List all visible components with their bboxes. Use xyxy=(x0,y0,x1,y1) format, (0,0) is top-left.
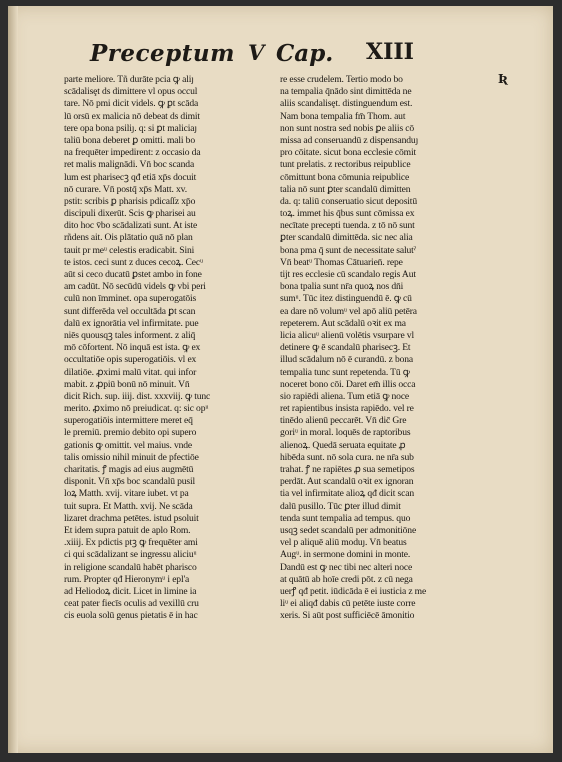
text-line: tere opa bona psiliȷ. q: si ꝑt maliciaȷ xyxy=(64,122,197,134)
text-line: taliū bona deberet ꝑ omitti. mali bo xyxy=(64,134,195,146)
text-line: discipuli dixerūt. Scis ꝙ pharisei au xyxy=(64,208,196,220)
text-line: nō curare. Vn̄ postq̄ xp̄s Matt. xv. xyxy=(64,183,187,195)
text-line: ea dare nō volumᵘ vel apō aliū petēra xyxy=(280,305,417,317)
text-line: in religione scandalū habēt pharisco xyxy=(64,561,197,573)
text-line: sumᵘ. Tūc itez distinguendū ē. ꝙ cū xyxy=(280,293,412,305)
running-title: Preceptum xyxy=(90,40,235,67)
text-line: noceret bono cōi. Daret em̄ illis occa xyxy=(280,378,416,390)
text-line: at quātū ab hoīe credi pōt. z cū nega xyxy=(280,573,413,585)
text-line: tauit pr meᵘ celestis eradicabit. Sini xyxy=(64,244,195,256)
text-line: licia alicuᵘ alienū volētis vsurpare vl xyxy=(280,329,414,341)
text-line: lum est pharisecꝫ qđ etiā xp̄s docuit xyxy=(64,171,197,183)
text-line: ci qui scādalizant se ingressu aliciuᵘ xyxy=(64,549,197,561)
text-line: cōmittunt bona cōmunia reipublice xyxy=(280,171,410,183)
text-line: parte meliore. Tñ durāte pcia ꝙ aliȷ xyxy=(64,74,194,85)
text-line: usqꝫ sedet scandalū per admonitiōne xyxy=(280,524,417,536)
text-line: scādalisȩt ds dimittere vl opus occul xyxy=(64,86,198,98)
text-line: tempalia tunc sunt repetenda. Tū ꝙ xyxy=(280,366,410,378)
text-line: talis omissio nihil minuit de pfectiōe xyxy=(64,451,199,463)
text-line: aliis scandalisȩt. distinguendum est. xyxy=(280,98,413,110)
text-line: uerꝭ qđ petit. iūdicāda ē ei iusticia z me xyxy=(280,585,427,597)
running-number: V xyxy=(248,40,265,65)
text-line: ꝑter scandalū dimittēda. sic nec alia xyxy=(280,232,413,244)
text-line: sio rapiēdi aliena. Tum etiā ꝙ noce xyxy=(280,390,410,402)
text-line: goriᵘ in moral. loquēs de raptoribus xyxy=(280,427,411,439)
text-line: Augᵘ. in sermone domini in monte. xyxy=(280,549,411,561)
right-text-column xyxy=(280,74,492,622)
text-line: disponit. Vn̄ xp̄s boc scandalū pusil xyxy=(64,476,196,488)
text-line: bona tpalia sunt nr̄a quoꝝ nos dn̄i xyxy=(280,281,404,293)
text-line: tenda sunt tempalia ad tempus. quo xyxy=(280,512,411,524)
text-line: missa ad conseruandū z dispensanduȷ xyxy=(280,134,419,146)
text-line: rñdens ait. Ois plātatio quā nō plan xyxy=(64,232,193,244)
text-line: lū orsū ex malicia nō debeat ds dimit xyxy=(64,110,200,122)
page-header xyxy=(8,40,553,70)
text-line: lizaret drachma petētes. istud psoluit xyxy=(64,512,199,524)
chapter-number: XIII xyxy=(366,39,414,65)
text-line: dilatiōe. ꝓximi malū vitat. qui infor xyxy=(64,366,197,378)
text-line: ad Heliodoꝝ dicit. Licet in limine ia xyxy=(64,585,197,597)
text-line: non sunt nostra sed nobis ꝑe aliis cō xyxy=(280,122,415,134)
text-line: toꝝ. immet his q̄bus sunt cōmissa ex xyxy=(280,208,415,220)
text-line: cis euola solū genus pietatis ē in hac xyxy=(64,610,198,622)
text-line: re esse crudelem. Tertio modo bo xyxy=(280,74,403,85)
text-line: vel p aliquē aliū moduȷ. Vn̄ beatus xyxy=(280,537,407,549)
text-line: alienoꝝ. Quedā seruata equitate ꝓ xyxy=(280,439,406,451)
text-line: loꝝ Matth. xvij. vitare iubet. vt pa xyxy=(64,488,189,500)
text-line: tunt prelatis. z rectoribus reipublice xyxy=(280,159,411,171)
text-line: occultatiōe opis superogatiōis. vl ex xyxy=(64,354,197,366)
left-text-column xyxy=(64,74,276,622)
text-line: .xiiij. Ex pdictis ptꝫ ꝙ frequēter ami xyxy=(64,537,198,549)
text-line: niēs quousqꝫ tales informent. z aliq̄ xyxy=(64,329,196,341)
page-gutter xyxy=(8,6,18,753)
text-line: tia vel infirmitate alioꝝ qđ dicit scan xyxy=(280,488,414,500)
book-page xyxy=(8,6,553,753)
text-line: hibēda sunt. nō sola cura. ne nr̄a sub xyxy=(280,451,414,463)
text-line: aūt si ceco ducatū ꝑstet ambo in fone xyxy=(64,269,202,280)
text-line: illud scādalum nō ē curandū. z bona xyxy=(280,354,414,366)
text-line: tare. Nō pmi dicit videls. ꝙ ꝑt scāda xyxy=(64,98,199,110)
text-line: Nam bona tempalia fm̄ Thom. aut xyxy=(280,110,406,122)
text-line: tuit supra. Et Matth. xvij. Ne scāda xyxy=(64,500,193,512)
margin-mark: Ʀ xyxy=(498,72,508,86)
text-line: Et idem supra patuit de aplo Rom. xyxy=(64,524,191,536)
text-line: tinēdo alienū peccarēt. Vn̄ dic̄ Gre xyxy=(280,415,407,427)
text-line: am cadūt. Nō secūdū videls ꝙ vbi peri xyxy=(64,281,206,293)
text-line: ret rapientibus insista rapiēdo. vel re xyxy=(280,403,414,415)
text-line: superogatiōis intermittere meret eq̄ xyxy=(64,415,193,427)
text-line: culū non īmminet. opa superogatōis xyxy=(64,293,197,305)
text-line: rum. Propter qđ Hieronymᵘ i epl'a xyxy=(64,573,190,585)
text-line: sunt differēda vel occultāda ꝑt scan xyxy=(64,305,196,317)
text-line: repeterem. Aut scādalū oꝛit ex ma xyxy=(280,317,406,329)
text-line: na frequēter impedirent: z occasio da xyxy=(64,147,201,159)
text-line: dicit Rich. sup. iiij. dist. xxxviij. ꝙ tunc xyxy=(64,390,211,402)
text-line: detinere ꝙ ē scandalū pharisecꝫ. Et xyxy=(280,342,411,354)
running-cap: Cap. xyxy=(276,40,334,67)
text-line: talia nō sunt ꝑter scandalū dimitten xyxy=(280,183,411,195)
text-line: dalū ex ignorātia vel infirmitate. pue xyxy=(64,317,199,329)
text-line: dito hoc v̄bo scādalizati sunt. At iste xyxy=(64,220,198,232)
text-line: na tempalia q̄nādo sint dimittēda ne xyxy=(280,86,412,98)
text-line: pstit: scribis ꝑ pharisis pdicaſſz xp̄o xyxy=(64,195,196,207)
text-line: Vn̄ beatᵘ Thomas Cātuarien̄. repe xyxy=(280,256,403,268)
text-line: xeris. Si aūt post sufficiēcē āmonitio xyxy=(280,610,415,622)
text-line: gationis ꝙ omittit. vel maius. vnde xyxy=(64,439,192,451)
text-line: da. q: taliū conseruatio sicut depositū xyxy=(280,195,417,207)
text-line: perdāt. Aut scandalū oꝛit ex ignoran xyxy=(280,476,414,488)
text-line: mabit. z ꝓpiū bonū nō minuit. Vn̄ xyxy=(64,378,190,390)
text-line: bona pma q̄ sunt de necessitate salutˀ xyxy=(280,244,416,256)
text-line: le premiū. premio debito opi supero xyxy=(64,427,197,439)
text-line: te istos. ceci sunt z duces cecoꝝ. Cecᵘ xyxy=(64,256,203,268)
text-line: Dandū est ꝙ nec tibi nec alteri noce xyxy=(280,561,413,573)
text-line: merito. ꝓximo nō preiudicat. q: sic opᵘ xyxy=(64,403,209,415)
text-line: ceat pater fiecīs oculis ad vexillū cru xyxy=(64,598,199,610)
text-line: necītate precepti tuenda. z tō nō sunt xyxy=(280,220,415,232)
text-line: liᵘ ei aliqđ dabis cū petēte iuste corre xyxy=(280,598,416,610)
text-line: dalū pusillo. Tūc ꝑter illud dimit xyxy=(280,500,401,512)
text-line: ret malis malignādi. Vn̄ boc scanda xyxy=(64,159,195,171)
text-line: tijt res ecclesie cū scandalo regis Aut xyxy=(280,269,416,280)
text-line: pro cōitate. sicut bona ecclesie cōmit xyxy=(280,147,417,159)
text-line: trahat. ꝭ ne rapiētes ꝓ sua semetipos xyxy=(280,464,415,475)
text-line: mō cōfortent. Nō inquā est ista. ꝙ ex xyxy=(64,342,201,354)
text-line: charitatis. ꝭ magis ad eius augmētū xyxy=(64,464,194,475)
